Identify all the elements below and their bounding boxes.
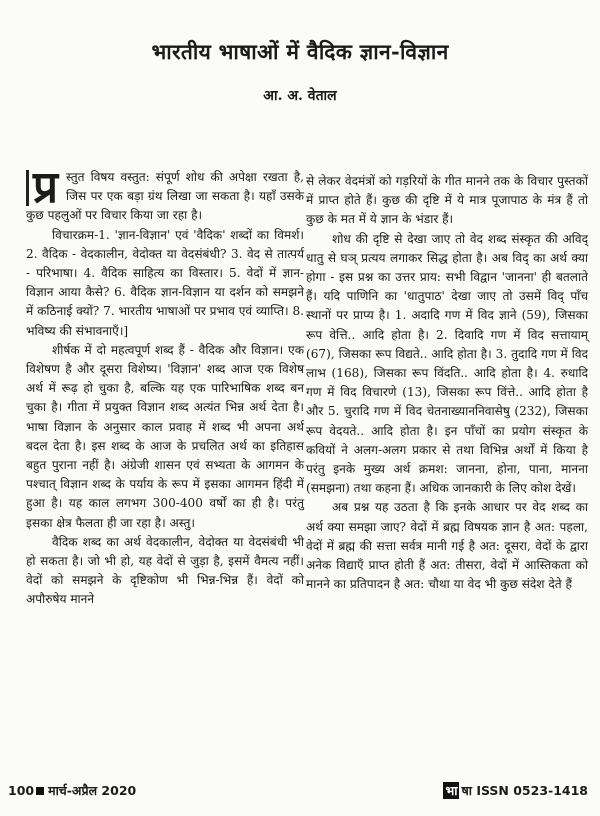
article-title: भारतीय भाषाओं में वैदिक ज्ञान-विज्ञान (151, 39, 449, 64)
journal-logo: भा (445, 783, 458, 798)
paragraph-vedic-meaning: वैदिक शब्द का अर्थ वेदकालीन, वेदोक्त या वेदसंबंधी भी हो सकता है। जो भी हो, यह वेदों से जुड़ा है, इसमें वैमत्य नहीं। वेदों को समझने के दृष्टिकोण भी भिन्न-भिन्न हैं। वेदों को अपौरुषेय मानने (26, 534, 304, 607)
article-author: आ. अ. वेताल (263, 88, 337, 104)
drop-cap: प्र (26, 170, 62, 206)
footer-journal-info (443, 782, 588, 799)
issn-number: ISSN 0523-1418 (476, 783, 588, 798)
page-number: 100 (8, 783, 35, 798)
journal-logo-rest: षा (461, 783, 472, 798)
footer-page-info (8, 782, 136, 799)
paragraph-intro-text: स्तुत विषय वस्तुत: संपूर्ण शोध की अपेक्षा रखता है, जिस पर एक बड़ा ग्रंथ लिखा जा सकता है। यहाँ उसके कुछ पहलुओं पर विचार किया जा रहा है। (26, 170, 304, 223)
paragraph-research: शोध की दृष्टि से देखा जाए तो वेद शब्द संस्कृत की अविद् धातु से घञ् प्रत्यय लगाकर सिद्ध होता है। अब विद् का अर्थ क्या होगा - इस प्रश्न का उत्तर प्राय: सभी विद्वान 'जानना' ही बतलाते हैं। यदि पाणिनि का 'धातुपाठ' देखा जाए तो उसमें विद् पाँच स्थानों पर प्राप्य है। 1. अदादि गण में विद ज्ञाने (59), जिसका रूप वेत्ति.. आदि होता है। 2. दिवादि गण में विद सत्तायाम् (67), जिसका रूप विद्यते.. आदि होता है। 3. तुदादि गण में विद लाभ (168), जिसका रूप विंदति.. आदि होता है। 4. रुधादि गण में विद विचारणे (13), जिसका रूप विंत्ते.. आदि होता है और 5. चुरादि गण में विद चेतनाख्याननिवासेषु (232), जिसका रूप वेदयते.. आदि होता है। इन पाँचों का प्रयोग संस्कृत के कवियों ने अलग-अलग प्रकार से तथा विभिन्न अर्थों में किया है परंतु इनके मुख्य अर्थ क्रमश: जानना, होना, पाना, मानना (समझना) तथा कहना हैं। अधिक जानकारी के लिए कोश देखें। (306, 231, 588, 496)
square-bullet-icon (36, 787, 44, 795)
paragraph-outline: विचारक्रम-1. 'ज्ञान-विज्ञान' एवं 'वैदिक' शब्दों का विमर्श। 2. वैदिक - वेदकालीन, वेदोक्त या वेदसंबंधी? 3. वेद से तात्पर्य - परिभाषा। 4. वैदिक साहित्य का विस्तार। 5. वेदों में ज्ञान-विज्ञान आया कैसे? 6. वैदिक ज्ञान-विज्ञान या दर्शन को समझने में कठिनाई क्यों? 7. भारतीय भाषाओं पर प्रभाव एवं व्याप्ति। 8. भविष्य की संभावनाएँ।] (26, 227, 304, 338)
issue-date: मार्च-अप्रैल 2020 (48, 783, 137, 798)
paragraph-continued: से लेकर वेदमंत्रों को गड़रियों के गीत मानने तक के विचार पुस्तकों में प्राप्त होते हैं। कुछ की दृष्टि में ये मात्र पूजापाठ के मंत्र हैं तो कुछ के मत में ये ज्ञान के भंडार हैं। (306, 174, 588, 227)
paragraph-intro (26, 162, 304, 226)
left-column (26, 162, 304, 610)
paragraph-question: अब प्रश्न यह उठता है कि इनके आधार पर वेद शब्द का अर्थ क्या समझा जाए? वेदों में ब्रह्म विषयक ज्ञान है अत: पहला, वेदों में ब्रह्म की सत्ता सर्वत्र मानी गई है अत: दूसरा, वेदों के द्वारा अनेक विद्याएँ प्राप्त होती हैं अत: तीसरा, वेदों में आस्तिकता को मानने का प्रतिपादन है अत: चौथा या वेद भी कुछ संदेश देते हैं (306, 500, 588, 592)
paragraph-title-words: शीर्षक में दो महत्वपूर्ण शब्द हैं - वैदिक और विज्ञान। एक विशेषण है और दूसरा विशेष्य। 'विज्ञान' शब्द आज एक विशेष अर्थ में रूढ़ हो चुका है, बल्कि यह एक पारिभाषिक शब्द बन चुका है। गीता में प्रयुक्त विज्ञान शब्द अत्यंत भिन्न अर्थ देता है। भाषा विज्ञान के अनुसार काल प्रवाह में शब्द भी अपना अर्थ बदल देता है। इस शब्द के आज के प्रचलित अर्थ का इतिहास बहुत पुराना नहीं है। अंग्रेजी शासन एवं सभ्यता के आगमन के पश्चात् विज्ञान शब्द के पर्याय के रूप में इसका आगमन हिंदी में हुआ है। यह काल लगभग 300-400 वर्षों का ही है। परंतु इसका क्षेत्र फैलता ही जा रहा है। अस्तु। (26, 342, 304, 530)
right-column (306, 172, 588, 594)
